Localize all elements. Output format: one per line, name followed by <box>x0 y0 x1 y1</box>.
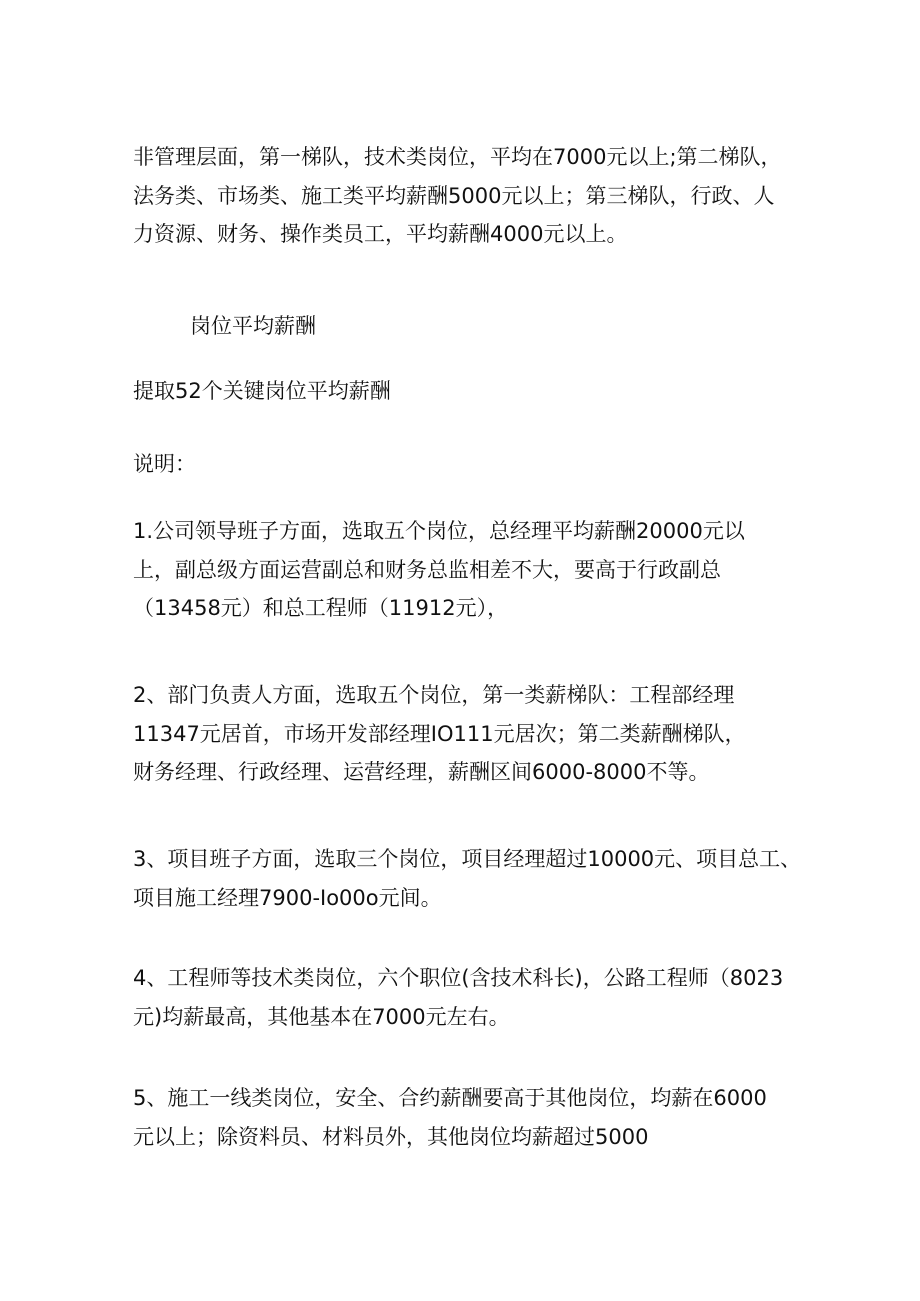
text-line: 项目施工经理7900-Io00o元间。 <box>133 885 442 910</box>
text-line: 元)均薪最高，其他基本在7000元左右。 <box>133 1004 510 1029</box>
text-line: 元以上；除资料员、材料员外，其他岗位均薪超过5000 <box>133 1124 649 1149</box>
item-4-paragraph <box>133 959 833 1036</box>
item-2-paragraph <box>133 676 833 792</box>
text-line: 2、部门负责人方面，选取五个岗位，第一类薪梯队：工程部经理 <box>133 683 735 707</box>
heading-text: 岗位平均薪酬 <box>190 314 316 338</box>
text-line: 说明： <box>133 452 196 476</box>
item-5-paragraph <box>133 1079 833 1156</box>
text-line: 法务类、市场类、施工类平均薪酬5000元以上；第三梯队，行政、人 <box>133 183 775 208</box>
section-heading <box>190 307 890 346</box>
item-3-paragraph <box>133 840 833 917</box>
text-line: 力资源、财务、操作类员工，平均薪酬4000元以上。 <box>133 222 628 246</box>
text-line: 财务经理、行政经理、运营经理，薪酬区间6000-8000不等。 <box>133 760 710 784</box>
text-line: 提取52个关键岗位平均薪酬 <box>133 379 391 403</box>
text-line: 5、施工一线类岗位，安全、合约薪酬要高于其他岗位，均薪在6000 <box>133 1086 767 1110</box>
extract-paragraph <box>133 372 833 411</box>
text-line: 3、项目班子方面，选取三个岗位，项目经理超过10000元、项目总工、 <box>133 847 802 871</box>
text-line: 上，副总级方面运营副总和财务总监相差不大，要高于行政副总 <box>133 557 721 582</box>
explanation-label <box>133 445 833 484</box>
item-1-paragraph <box>133 512 833 628</box>
text-line: （13458元）和总工程师（11912元）， <box>133 596 509 620</box>
text-line: 11347元居首，市场开发部经理IO111元居次；第二类薪酬梯队， <box>133 721 746 746</box>
text-line: 1.公司领导班子方面，选取五个岗位，总经理平均薪酬20000元以 <box>133 519 745 543</box>
text-line: 4、工程师等技术类岗位，六个职位(含技术科长)，公路工程师（8023 <box>133 966 784 990</box>
intro-paragraph <box>133 138 833 254</box>
text-line: 非管理层面，第一梯队，技术类岗位，平均在7000元以上;第二梯队， <box>133 145 782 169</box>
